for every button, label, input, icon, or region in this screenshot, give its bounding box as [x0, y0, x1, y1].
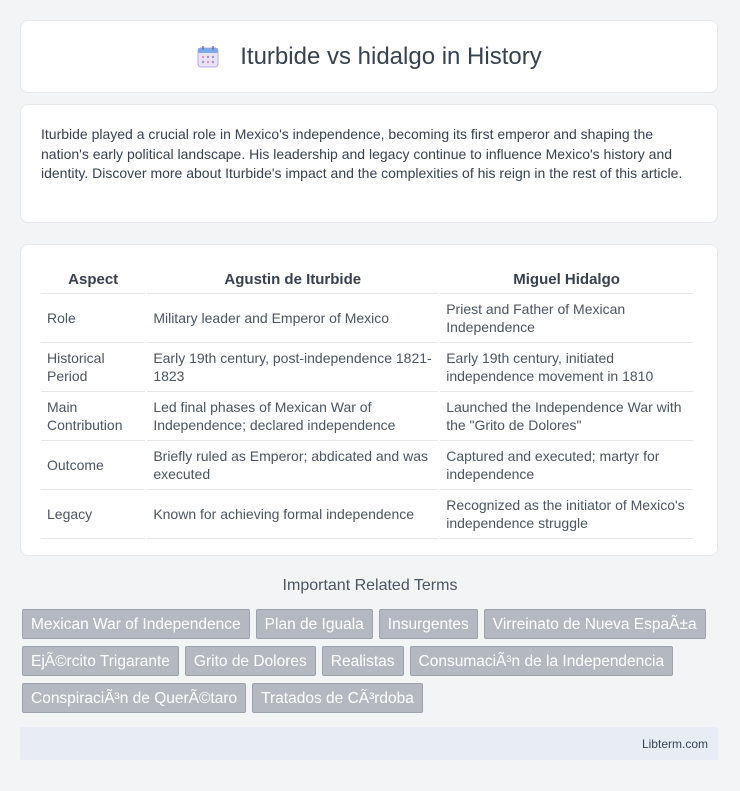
comparison-table — [39, 265, 695, 539]
calendar-icon — [196, 45, 220, 69]
table-row — [41, 441, 693, 490]
row-iturbide: Early 19th century, post-independence 1821-1823 — [147, 343, 438, 392]
row-aspect: Outcome — [41, 441, 145, 490]
table-row — [41, 294, 693, 343]
comparison-card — [20, 244, 718, 556]
row-hidalgo: Recognized as the initiator of Mexico's independence struggle — [440, 490, 693, 539]
intro-card — [20, 104, 718, 223]
related-term-tag[interactable]: Plan de Iguala — [256, 609, 373, 639]
related-term-tag[interactable]: Virreinato de Nueva EspaÃ±a — [484, 609, 706, 639]
header-hidalgo: Miguel Hidalgo — [440, 265, 693, 294]
row-iturbide: Military leader and Emperor of Mexico — [147, 294, 438, 343]
related-term-tag[interactable]: ConspiraciÃ³n de QuerÃ©taro — [22, 683, 246, 713]
row-hidalgo: Launched the Independence War with the "Grito de Dolores" — [440, 392, 693, 441]
row-hidalgo: Early 19th century, initiated independence movement in 1810 — [440, 343, 693, 392]
footer — [20, 727, 718, 760]
footer-site-link[interactable]: Libterm.com — [641, 736, 708, 751]
row-iturbide: Known for achieving formal independence — [147, 490, 438, 539]
header — [196, 43, 541, 71]
header-card — [20, 20, 718, 93]
related-term-tag[interactable]: EjÃ©rcito Trigarante — [22, 646, 179, 676]
related-term-tag[interactable]: Realistas — [322, 646, 404, 676]
table-row — [41, 343, 693, 392]
row-hidalgo: Captured and executed; martyr for independence — [440, 441, 693, 490]
related-term-tag[interactable]: Mexican War of Independence — [22, 609, 250, 639]
intro-text: Iturbide played a crucial role in Mexico's independence, becoming its first emperor and shaping the nation's early political landscape. His leadership and legacy continue to influence Mexico's history and identity. Discover more about Iturbide's impact and the complexities of his reign in the rest of this article. — [41, 126, 683, 182]
row-aspect: Role — [41, 294, 145, 343]
related-term-tag[interactable]: Tratados de CÃ³rdoba — [252, 683, 423, 713]
row-aspect: Main Contribution — [41, 392, 145, 441]
related-term-tag[interactable]: ConsumaciÃ³n de la Independencia — [410, 646, 674, 676]
row-aspect: Historical Period — [41, 343, 145, 392]
related-term-tag[interactable]: Insurgentes — [379, 609, 478, 639]
related-terms-list — [22, 609, 722, 713]
table-row — [41, 392, 693, 441]
page-title: Iturbide vs hidalgo in History — [240, 42, 542, 70]
row-iturbide: Briefly ruled as Emperor; abdicated and was executed — [147, 441, 438, 490]
row-iturbide: Led final phases of Mexican War of Independence; declared independence — [147, 392, 438, 441]
row-aspect: Legacy — [41, 490, 145, 539]
table-row — [41, 490, 693, 539]
related-terms-title: Important Related Terms — [282, 577, 458, 594]
header-aspect: Aspect — [41, 265, 145, 294]
row-hidalgo: Priest and Father of Mexican Independence — [440, 294, 693, 343]
header-iturbide: Agustin de Iturbide — [147, 265, 438, 294]
table-header-row — [41, 265, 693, 294]
related-term-tag[interactable]: Grito de Dolores — [185, 646, 316, 676]
